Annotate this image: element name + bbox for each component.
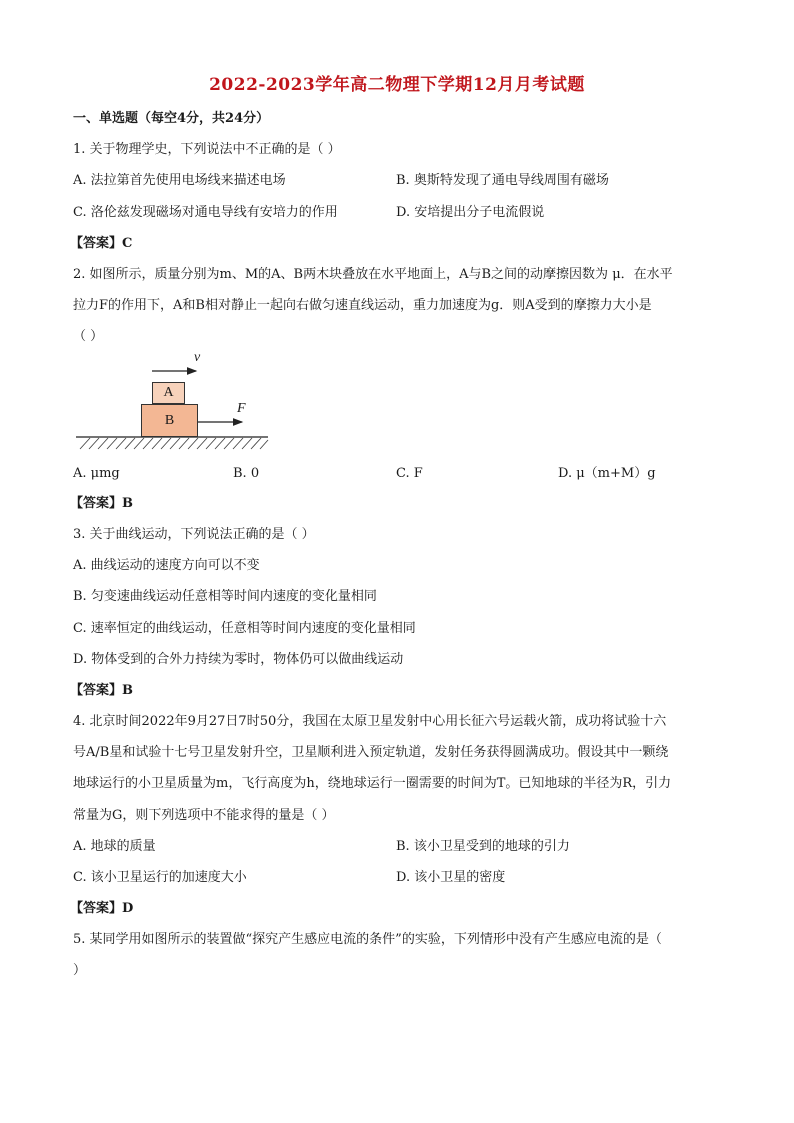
question-4-option-c: C. 该小卫星运行的加速度大小 (73, 870, 247, 885)
block-a: A (152, 382, 185, 404)
page-title: 2022-2023学年高二物理下学期12月月考试题 (209, 75, 585, 95)
question-1-answer: 【答案】C (70, 236, 133, 251)
question-4-answer: 【答案】D (70, 901, 134, 916)
question-4-option-b: B. 该小卫星受到的地球的引力 (396, 839, 570, 854)
question-1-option-d: D. 安培提出分子电流假说 (396, 205, 545, 220)
question-2-option-c: C. F (396, 466, 423, 481)
question-3-option-c: C. 速率恒定的曲线运动，任意相等时间内速度的变化量相同 (73, 621, 416, 636)
question-3-option-a: A. 曲线运动的速度方向可以不变 (73, 558, 260, 573)
question-4-stem-line-4: 常量为G，则下列选项中不能求得的量是（ ） (73, 808, 335, 823)
question-4-option-a: A. 地球的质量 (73, 839, 156, 854)
question-1-option-c: C. 洛伦兹发现磁场对通电导线有安培力的作用 (73, 205, 338, 220)
block-b: B (141, 404, 198, 437)
section-heading: 一、单选题（每空4分，共24分） (73, 111, 270, 126)
question-2-stem-line-3: （ ） (73, 329, 104, 344)
question-3-option-b: B. 匀变速曲线运动任意相等时间内速度的变化量相同 (73, 589, 377, 604)
question-1-option-a: A. 法拉第首先使用电场线来描述电场 (73, 173, 286, 188)
velocity-label: v (194, 350, 201, 365)
ground-hatching (80, 438, 268, 449)
question-2-diagram (70, 352, 280, 452)
question-1-option-b: B. 奥斯特发现了通电导线周围有磁场 (396, 173, 609, 188)
question-3-option-d: D. 物体受到的合外力持续为零时，物体仍可以做曲线运动 (73, 652, 404, 667)
question-4-option-d: D. 该小卫星的密度 (396, 870, 506, 885)
question-5-stem-line-2: ） (73, 963, 87, 978)
question-4-stem-line-2: 号A/B星和试验十七号卫星发射升空，卫星顺利进入预定轨道，发射任务获得圆满成功。假设其中一颗绕 (73, 745, 669, 760)
question-1-stem: 1. 关于物理学史，下列说法中不正确的是（ ） (73, 142, 341, 157)
question-2-option-d: D. μ（m+M）g (558, 466, 656, 481)
question-3-stem: 3. 关于曲线运动，下列说法正确的是（ ） (73, 527, 315, 542)
question-2-stem-line-2: 拉力F的作用下，A和B相对静止一起向右做匀速直线运动，重力加速度为g．则A受到的摩擦力大小是 (73, 298, 652, 313)
question-2-option-b: B. 0 (233, 466, 260, 481)
question-4-stem-line-3: 地球运行的小卫星质量为m，飞行高度为h，绕地球运行一圈需要的时间为T。已知地球的半径为R，引力 (73, 776, 672, 791)
force-label: F (237, 401, 246, 416)
question-2-stem-line-1: 2. 如图所示，质量分别为m、M的A、B两木块叠放在水平地面上，A与B之间的动摩擦因数为 μ．在水平 (73, 267, 673, 282)
question-2-option-a: A. μmg (73, 466, 120, 481)
question-4-stem-line-1: 4. 北京时间2022年9月27日7时50分，我国在太原卫星发射中心用长征六号运载火箭，成功将试验十六 (73, 714, 667, 729)
question-5-stem-line-1: 5. 某同学用如图所示的装置做“探究产生感应电流的条件”的实验，下列情形中没有产生感应电流的是（ (73, 932, 662, 947)
question-3-answer: 【答案】B (70, 683, 133, 698)
question-2-answer: 【答案】B (70, 496, 133, 511)
